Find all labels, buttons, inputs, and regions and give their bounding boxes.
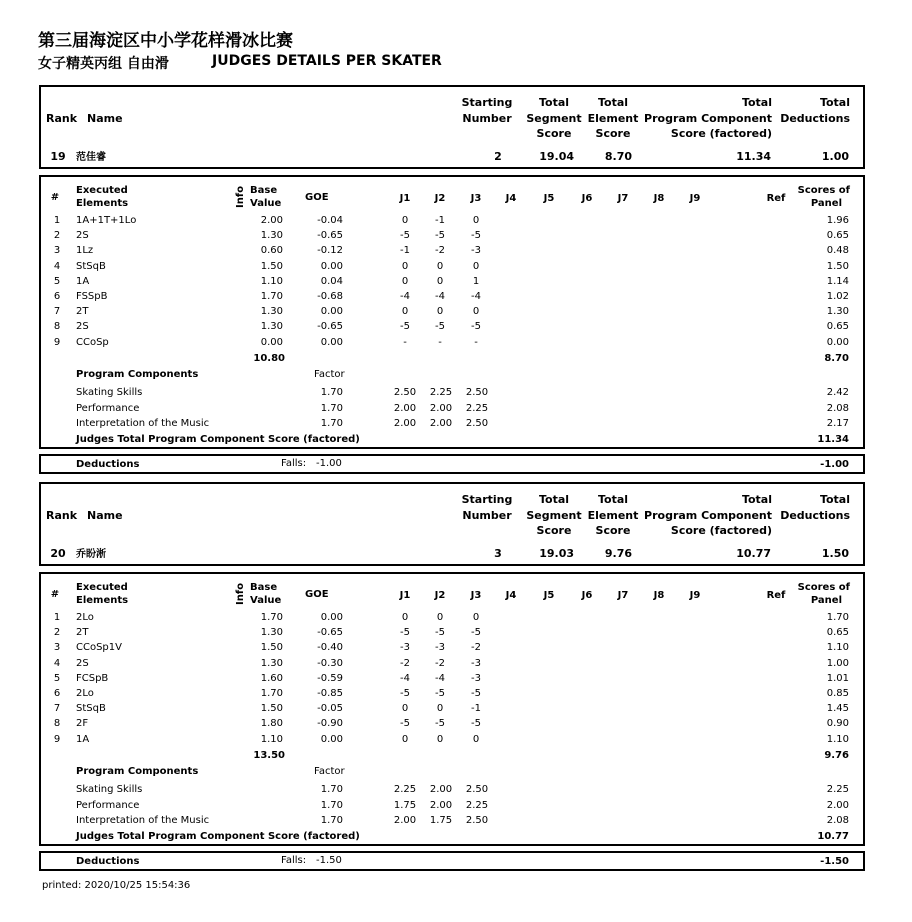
- judge-j9-header: J9: [689, 590, 701, 601]
- element-panel-score: 1.10: [826, 733, 849, 745]
- component-name: Interpretation of the Music: [76, 815, 210, 826]
- component-judge-score: 2.25: [393, 784, 417, 795]
- element-code: 2F: [76, 718, 89, 730]
- element-panel-score: 0.85: [826, 688, 849, 699]
- component-panel-score: 2.00: [826, 799, 849, 811]
- component-name: Performance: [76, 402, 140, 414]
- element-base-value: 1.60: [260, 672, 283, 684]
- tes-header-3: Score: [595, 127, 631, 140]
- skater-total-deductions: 1.50: [821, 547, 849, 560]
- element-judge-score: -5: [400, 718, 410, 730]
- element-number: 3: [53, 245, 61, 257]
- pcs-header: Total: [741, 493, 772, 506]
- component-panel-score: 2.17: [826, 418, 849, 429]
- tes-header-2: Element: [587, 112, 639, 125]
- element-panel-score: 1.96: [826, 215, 849, 226]
- component-judge-score: 2.50: [465, 387, 489, 398]
- element-judge-score: -2: [471, 642, 481, 654]
- element-number: 7: [53, 306, 61, 318]
- component-judge-score: 2.00: [429, 402, 453, 414]
- factor-header: Factor: [314, 369, 345, 380]
- element-judge-score: -2: [435, 657, 445, 669]
- element-judge-score: 0: [436, 703, 444, 715]
- factor-header: Factor: [314, 766, 345, 777]
- component-panel-score: 2.42: [826, 387, 849, 398]
- element-base-value: 1.10: [260, 733, 283, 745]
- judge-j8-header: J8: [653, 193, 665, 204]
- scores-of-panel-header: Scores of: [797, 582, 850, 593]
- element-code: CCoSp1V: [76, 642, 122, 654]
- element-base-value: 1.30: [260, 230, 283, 242]
- element-goe: -0.65: [317, 321, 343, 333]
- skater-name: 范佳睿: [76, 152, 106, 163]
- element-goe: 0.00: [320, 733, 343, 745]
- element-judge-score: -4: [400, 672, 410, 684]
- tss-header-2: Segment: [526, 509, 582, 522]
- element-number: 6: [53, 291, 61, 302]
- element-panel-score: 1.02: [826, 291, 849, 302]
- element-number: 7: [53, 703, 61, 715]
- starting-header-2: Number: [462, 112, 512, 125]
- element-code: 2T: [76, 306, 89, 318]
- element-goe: -0.85: [317, 688, 343, 699]
- element-judge-score: 0: [401, 306, 409, 318]
- element-panel-score: 1.50: [826, 260, 849, 272]
- jtpcs-total: 10.77: [817, 831, 849, 842]
- element-judge-score: 0: [472, 215, 480, 226]
- base-header: Base: [250, 582, 278, 593]
- element-goe: -0.59: [317, 672, 343, 684]
- judge-j7-header: J7: [617, 590, 629, 601]
- element-base-value: 1.50: [260, 260, 283, 272]
- event-title: 第三届海淀区中小学花样滑冰比赛: [38, 31, 293, 51]
- element-judge-score: 0: [472, 612, 480, 623]
- num-header: #: [50, 589, 60, 600]
- falls-value: -1.00: [316, 458, 342, 469]
- element-panel-score: 1.45: [826, 703, 849, 715]
- elements-header: Elements: [76, 595, 129, 606]
- skater-total-element-score: 8.70: [604, 150, 632, 163]
- element-goe: -0.90: [317, 718, 343, 730]
- deductions-total: -1.00: [820, 459, 849, 470]
- element-judge-score: -5: [471, 718, 481, 730]
- starting-header-2: Number: [462, 509, 512, 522]
- jtpcs-label: Judges Total Program Component Score (factored): [76, 434, 360, 445]
- component-factor: 1.70: [320, 815, 343, 826]
- element-code: 1A: [76, 733, 90, 745]
- category-title: 女子精英丙组 自由滑: [38, 56, 169, 72]
- element-judge-score: 1: [472, 275, 480, 287]
- tss-header: Total: [538, 493, 570, 506]
- elements-header: Elements: [76, 198, 129, 209]
- judge-j2-header: J2: [434, 193, 446, 204]
- element-judge-score: -5: [435, 627, 445, 639]
- skater-total-segment-score: 19.04: [539, 150, 574, 163]
- element-judge-score: 0: [401, 275, 409, 287]
- skater-rank: 20: [50, 547, 66, 560]
- element-panel-score: 1.14: [826, 275, 849, 287]
- element-judge-score: -5: [471, 627, 481, 639]
- element-code: 2Lo: [76, 612, 94, 623]
- component-factor: 1.70: [320, 418, 343, 429]
- judge-j2-header: J2: [434, 590, 446, 601]
- pcs-header: Total: [741, 96, 772, 109]
- component-name: Skating Skills: [76, 784, 143, 795]
- printed-timestamp: printed: 2020/10/25 15:54:36: [42, 880, 191, 891]
- element-panel-score: 1.70: [826, 612, 849, 623]
- element-judge-score: 0: [436, 733, 444, 745]
- pcs-header-3: Score (factored): [670, 524, 772, 537]
- component-judge-score: 2.00: [393, 418, 417, 429]
- element-panel-score: 0.90: [826, 718, 849, 730]
- component-judge-score: 2.00: [393, 402, 417, 414]
- element-judge-score: -4: [435, 672, 445, 684]
- element-goe: 0.04: [320, 275, 343, 287]
- element-base-value: 0.60: [260, 245, 283, 257]
- rank-header: Rank: [46, 509, 78, 522]
- element-code: 1A+1T+1Lo: [76, 215, 137, 226]
- goe-header: GOE: [305, 589, 329, 600]
- element-score-total: 9.76: [824, 750, 849, 761]
- element-judge-score: -5: [400, 688, 410, 699]
- tes-header: Total: [597, 493, 629, 506]
- starting-header: Starting: [461, 493, 513, 506]
- element-judge-score: -: [438, 336, 442, 348]
- component-judge-score: 2.00: [429, 784, 453, 795]
- element-judge-score: -2: [435, 245, 445, 257]
- program-components-header: Program Components: [76, 766, 199, 777]
- element-goe: -0.12: [317, 245, 343, 257]
- element-base-value: 1.30: [260, 627, 283, 639]
- jtpcs-total: 11.34: [817, 434, 849, 445]
- tes-header-3: Score: [595, 524, 631, 537]
- rank-header: Rank: [46, 112, 78, 125]
- element-judge-score: -5: [435, 718, 445, 730]
- judge-j5-header: J5: [543, 193, 555, 204]
- skater-total-deductions: 1.00: [821, 150, 849, 163]
- element-panel-score: 1.30: [826, 306, 849, 318]
- element-judge-score: -1: [400, 245, 410, 257]
- name-header: Name: [87, 112, 123, 125]
- tes-header-2: Element: [587, 509, 639, 522]
- element-code: 2Lo: [76, 688, 94, 699]
- element-goe: 0.00: [320, 612, 343, 623]
- element-number: 2: [53, 627, 61, 639]
- element-judge-score: -: [474, 336, 478, 348]
- element-judge-score: -5: [471, 321, 481, 333]
- judge-j1-header: J1: [399, 590, 411, 601]
- element-goe: 0.00: [320, 306, 343, 318]
- base-value-total: 10.80: [253, 353, 285, 364]
- element-panel-score: 0.65: [826, 627, 849, 639]
- element-judge-score: -4: [400, 291, 410, 302]
- element-judge-score: -3: [435, 642, 445, 654]
- element-judge-score: 0: [401, 703, 409, 715]
- element-panel-score: 0.00: [826, 336, 849, 348]
- skater-total-segment-score: 19.03: [539, 547, 574, 560]
- judge-j6-header: J6: [581, 590, 593, 601]
- info-header: Info: [235, 185, 246, 208]
- scores-of-panel-header: Scores of: [797, 185, 850, 196]
- falls-label: Falls:: [281, 458, 307, 469]
- element-judge-score: -5: [435, 688, 445, 699]
- element-panel-score: 1.01: [826, 672, 849, 684]
- element-judge-score: 0: [401, 260, 409, 272]
- element-goe: -0.04: [317, 215, 343, 226]
- info-header: Info: [235, 582, 246, 605]
- element-number: 5: [53, 672, 61, 684]
- component-factor: 1.70: [320, 784, 343, 795]
- element-code: 2S: [76, 230, 89, 242]
- element-judge-score: -5: [400, 230, 410, 242]
- element-number: 8: [53, 321, 61, 333]
- element-number: 2: [53, 230, 61, 242]
- jtpcs-label: Judges Total Program Component Score (factored): [76, 831, 360, 842]
- element-goe: -0.30: [317, 657, 343, 669]
- element-judge-score: 0: [401, 215, 409, 226]
- judge-j7-header: J7: [617, 193, 629, 204]
- ref-header: Ref: [766, 590, 786, 601]
- element-base-value: 1.80: [260, 718, 283, 730]
- element-judge-score: -5: [400, 321, 410, 333]
- judge-j4-header: J4: [505, 590, 517, 601]
- element-panel-score: 0.65: [826, 230, 849, 242]
- element-panel-score: 0.48: [826, 245, 849, 257]
- element-number: 1: [53, 215, 61, 226]
- element-base-value: 1.50: [260, 642, 283, 654]
- element-judge-score: 0: [472, 306, 480, 318]
- judge-j3-header: J3: [470, 193, 482, 204]
- deductions-label: Deductions: [76, 459, 140, 470]
- element-judge-score: 0: [472, 260, 480, 272]
- element-judge-score: 0: [401, 612, 409, 623]
- deductions-total: -1.50: [820, 856, 849, 867]
- element-judge-score: -5: [435, 321, 445, 333]
- component-judge-score: 2.00: [429, 799, 453, 811]
- component-judge-score: 2.50: [465, 418, 489, 429]
- pcs-header-2: Program Component: [644, 509, 772, 522]
- component-judge-score: 1.75: [429, 815, 453, 826]
- component-factor: 1.70: [320, 402, 343, 414]
- element-panel-score: 1.00: [826, 657, 849, 669]
- element-code: 2S: [76, 321, 89, 333]
- element-base-value: 1.70: [260, 688, 283, 699]
- element-number: 9: [53, 336, 61, 348]
- skater-starting-number: 2: [494, 150, 502, 163]
- tes-header: Total: [597, 96, 629, 109]
- component-judge-score: 2.00: [429, 418, 453, 429]
- starting-header: Starting: [461, 96, 513, 109]
- element-judge-score: -1: [471, 703, 481, 715]
- element-code: CCoSp: [76, 336, 109, 348]
- component-panel-score: 2.25: [826, 784, 849, 795]
- element-base-value: 2.00: [260, 215, 283, 226]
- element-judge-score: -3: [471, 672, 481, 684]
- judge-j9-header: J9: [689, 193, 701, 204]
- element-goe: -0.40: [317, 642, 343, 654]
- element-code: StSqB: [76, 703, 106, 715]
- component-judge-score: 2.00: [393, 815, 417, 826]
- skater-rank: 19: [50, 150, 66, 163]
- value-header: Value: [250, 595, 282, 606]
- executed-header: Executed: [76, 185, 128, 196]
- panel-header: Panel: [810, 595, 842, 606]
- goe-header: GOE: [305, 192, 329, 203]
- ref-header: Ref: [766, 193, 786, 204]
- component-judge-score: 2.50: [465, 784, 489, 795]
- skater-name: 乔盼淅: [76, 549, 106, 560]
- element-code: FSSpB: [76, 291, 108, 302]
- element-goe: -0.68: [317, 291, 343, 302]
- element-judge-score: 0: [472, 733, 480, 745]
- element-judge-score: -: [403, 336, 407, 348]
- element-goe: -0.65: [317, 230, 343, 242]
- element-code: StSqB: [76, 260, 106, 272]
- component-name: Performance: [76, 799, 140, 811]
- element-judge-score: -2: [400, 657, 410, 669]
- judge-j5-header: J5: [543, 590, 555, 601]
- component-judge-score: 1.75: [393, 799, 417, 811]
- element-code: FCSpB: [76, 672, 109, 684]
- component-judge-score: 2.25: [429, 387, 453, 398]
- component-judge-score: 2.50: [465, 815, 489, 826]
- tss-header-3: Score: [536, 127, 572, 140]
- element-number: 4: [53, 260, 61, 272]
- skater-deductions-box: [39, 454, 865, 474]
- deductions-header-2: Deductions: [780, 509, 850, 522]
- tss-header-3: Score: [536, 524, 572, 537]
- element-panel-score: 0.65: [826, 321, 849, 333]
- component-factor: 1.70: [320, 799, 343, 811]
- component-judge-score: 2.50: [393, 387, 417, 398]
- element-judge-score: -5: [435, 230, 445, 242]
- element-score-total: 8.70: [824, 353, 849, 364]
- component-panel-score: 2.08: [826, 815, 849, 826]
- pcs-header-3: Score (factored): [670, 127, 772, 140]
- skater-total-pcs: 11.34: [736, 150, 771, 163]
- judge-j3-header: J3: [470, 590, 482, 601]
- element-judge-score: -5: [471, 230, 481, 242]
- tss-header: Total: [538, 96, 570, 109]
- element-number: 8: [53, 718, 61, 730]
- name-header: Name: [87, 509, 123, 522]
- element-number: 6: [53, 688, 61, 699]
- tss-header-2: Segment: [526, 112, 582, 125]
- element-panel-score: 1.10: [826, 642, 849, 654]
- component-name: Skating Skills: [76, 387, 143, 398]
- element-code: 1Lz: [76, 245, 94, 257]
- element-base-value: 0.00: [260, 336, 283, 348]
- element-code: 2T: [76, 627, 89, 639]
- judge-j1-header: J1: [399, 193, 411, 204]
- element-base-value: 1.10: [260, 275, 283, 287]
- skater-deductions-box: [39, 851, 865, 871]
- element-judge-score: -3: [471, 657, 481, 669]
- element-goe: -0.05: [317, 703, 343, 715]
- element-judge-score: 0: [436, 275, 444, 287]
- element-code: 2S: [76, 657, 89, 669]
- element-number: 5: [53, 275, 61, 287]
- element-base-value: 1.30: [260, 657, 283, 669]
- element-goe: -0.65: [317, 627, 343, 639]
- panel-header: Panel: [810, 198, 842, 209]
- program-components-header: Program Components: [76, 369, 199, 380]
- element-base-value: 1.70: [260, 612, 283, 623]
- base-header: Base: [250, 185, 278, 196]
- element-judge-score: -5: [471, 688, 481, 699]
- judge-j6-header: J6: [581, 193, 593, 204]
- component-factor: 1.70: [320, 387, 343, 398]
- element-judge-score: 0: [401, 733, 409, 745]
- element-judge-score: -4: [435, 291, 445, 302]
- judge-j4-header: J4: [505, 193, 517, 204]
- deductions-header-2: Deductions: [780, 112, 850, 125]
- element-code: 1A: [76, 275, 90, 287]
- element-judge-score: -3: [471, 245, 481, 257]
- element-number: 3: [53, 642, 61, 654]
- skater-total-pcs: 10.77: [736, 547, 771, 560]
- element-judge-score: -1: [435, 215, 445, 226]
- deductions-header: Total: [819, 493, 850, 506]
- element-base-value: 1.70: [260, 291, 283, 302]
- element-judge-score: 0: [436, 306, 444, 318]
- element-judge-score: 0: [436, 612, 444, 623]
- element-base-value: 1.30: [260, 306, 283, 318]
- executed-header: Executed: [76, 582, 128, 593]
- element-judge-score: 0: [436, 260, 444, 272]
- element-number: 9: [53, 733, 61, 745]
- pcs-header-2: Program Component: [644, 112, 772, 125]
- deductions-label: Deductions: [76, 856, 140, 867]
- element-judge-score: -3: [400, 642, 410, 654]
- skater-total-element-score: 9.76: [604, 547, 632, 560]
- value-header: Value: [250, 198, 282, 209]
- element-judge-score: -5: [400, 627, 410, 639]
- deductions-header: Total: [819, 96, 850, 109]
- falls-label: Falls:: [281, 855, 307, 866]
- component-judge-score: 2.25: [465, 402, 489, 414]
- base-value-total: 13.50: [253, 750, 285, 761]
- component-panel-score: 2.08: [826, 402, 849, 414]
- report-title: JUDGES DETAILS PER SKATER: [212, 53, 442, 69]
- component-name: Interpretation of the Music: [76, 418, 210, 429]
- element-goe: 0.00: [320, 336, 343, 348]
- component-judge-score: 2.25: [465, 799, 489, 811]
- falls-value: -1.50: [316, 855, 342, 866]
- element-judge-score: -4: [471, 291, 481, 302]
- num-header: #: [50, 192, 60, 203]
- skater-starting-number: 3: [494, 547, 502, 560]
- judge-j8-header: J8: [653, 590, 665, 601]
- element-base-value: 1.30: [260, 321, 283, 333]
- element-number: 1: [53, 612, 61, 623]
- element-number: 4: [53, 657, 61, 669]
- element-goe: 0.00: [320, 260, 343, 272]
- element-base-value: 1.50: [260, 703, 283, 715]
